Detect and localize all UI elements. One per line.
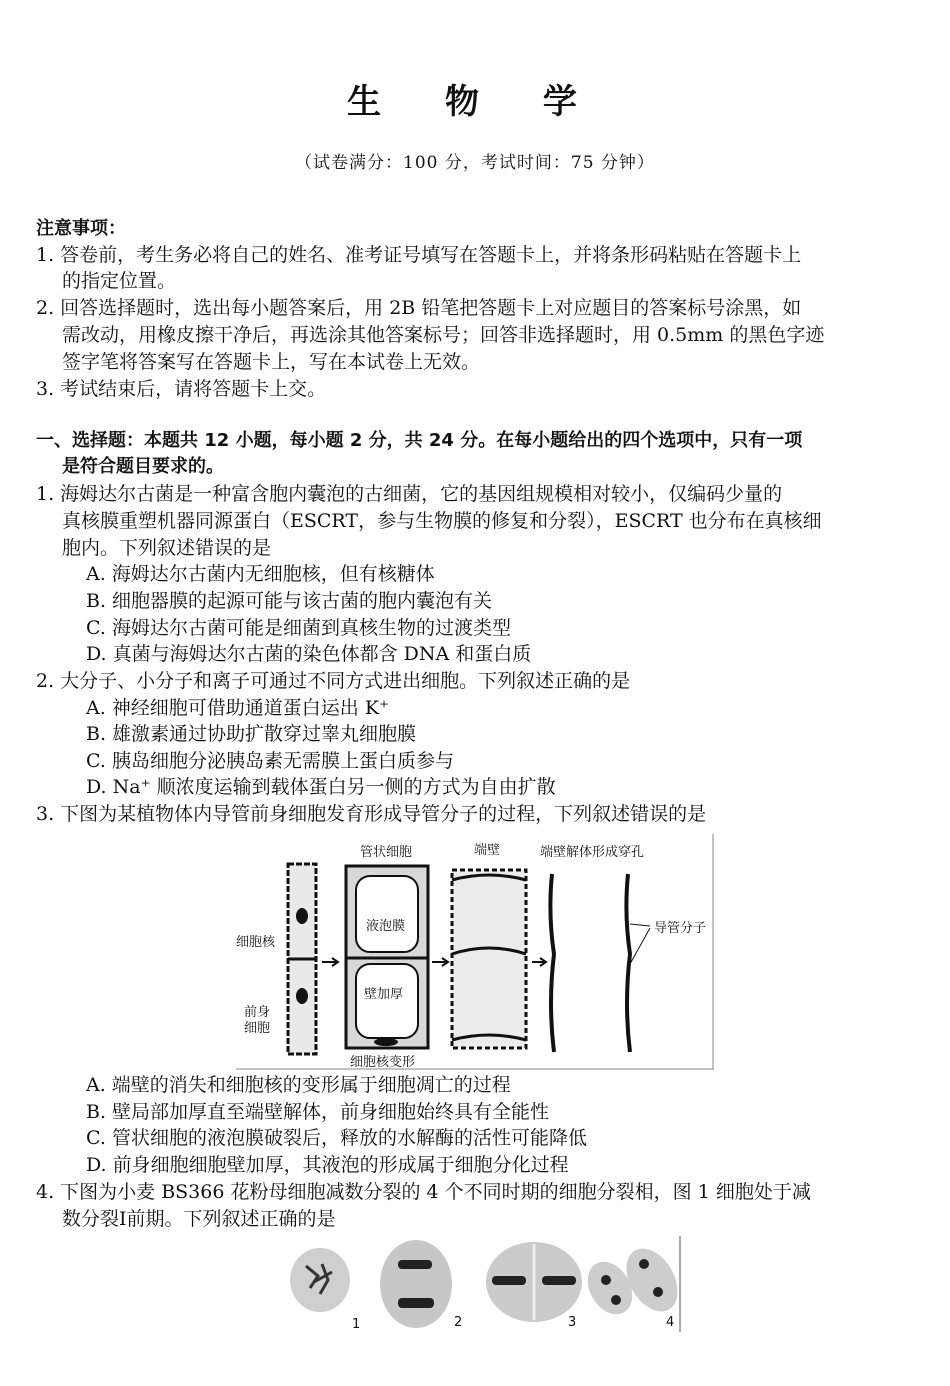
q1-stem: 胞内。下列叙述错误的是 (62, 537, 272, 559)
q2-option-a[interactable]: A. 神经细胞可借助通道蛋白运出 K⁺ (86, 697, 390, 719)
notice-line: 3. 考试结束后，请将答题卡上交。 (36, 378, 327, 400)
q3-option-d[interactable]: D. 前身细胞细胞壁加厚，其液泡的形成属于细胞分化过程 (86, 1154, 569, 1176)
notice-line: 的指定位置。 (62, 270, 177, 292)
cell-image-4 (579, 1240, 682, 1323)
notice-line: 签字笔将答案写在答题卡上，写在本试卷上无效。 (62, 351, 481, 373)
q3-stem: 3. 下图为某植物体内导管前身细胞发育形成导管分子的过程，下列叙述错误的是 (36, 803, 707, 825)
q2-option-d[interactable]: D. Na⁺ 顺浓度运输到载体蛋白另一侧的方式为自由扩散 (86, 776, 556, 798)
q1-stem: 1. 海姆达尔古菌是一种富含胞内囊泡的古细菌，它的基因组规模相对较小，仅编码少量的 (36, 483, 783, 505)
label-end-wall: 端壁 (474, 843, 501, 858)
q3-option-b[interactable]: B. 壁局部加厚直至端壁解体，前身细胞始终具有全能性 (86, 1101, 550, 1123)
q2-option-c[interactable]: C. 胰岛细胞分泌胰岛素无需膜上蛋白质参与 (86, 750, 454, 772)
cell-image-1 (290, 1248, 350, 1312)
tubular-cell-drawing (346, 866, 428, 1048)
figure-number-2: 2 (454, 1315, 463, 1330)
exam-info: （试卷满分：100 分，考试时间：75 分钟） (295, 153, 655, 173)
q1-option-b[interactable]: B. 细胞器膜的起源可能与该古菌的胞内囊泡有关 (86, 590, 493, 612)
label-nucleus: 细胞核 (236, 935, 276, 950)
figure-number-3: 3 (568, 1315, 577, 1330)
label-vessel-element: 导管分子 (654, 921, 707, 936)
q3-option-c[interactable]: C. 管状细胞的液泡膜破裂后，释放的水解酶的活性可能降低 (86, 1127, 587, 1149)
q4-stem: 数分裂Ⅰ前期。下列叙述正确的是 (62, 1208, 336, 1230)
cell-image-2 (380, 1240, 452, 1328)
label-precursor-cont: 细胞 (244, 1021, 271, 1036)
figure-number-1: 1 (352, 1317, 361, 1332)
label-vacuole-membrane: 液泡膜 (366, 919, 406, 934)
q1-option-a[interactable]: A. 海姆达尔古菌内无细胞核，但有核糖体 (86, 563, 435, 585)
notice-line: 2. 回答选择题时，选出每小题答案后，用 2B 铅笔把答题卡上对应题目的答案标号涂黑，如 (36, 297, 802, 319)
cell-image-3 (486, 1242, 582, 1322)
meiosis-micrograph-figure (270, 1236, 682, 1336)
end-wall-cell-drawing (452, 870, 526, 1048)
notice-line: 1. 答卷前，考生务必将自己的姓名、准考证号填写在答题卡上，并将条形码粘贴在答题卡上 (36, 244, 802, 266)
q2-option-b[interactable]: B. 雄激素通过协助扩散穿过睾丸细胞膜 (86, 723, 417, 745)
notice-heading: 注意事项： (36, 218, 126, 239)
label-tubular-cell: 管状细胞 (360, 845, 413, 860)
notice-line: 需改动，用橡皮擦干净后，再选涂其他答案标号；回答非选择题时，用 0.5mm 的黑色字迹 (62, 324, 825, 346)
q2-stem: 2. 大分子、小分子和离子可通过不同方式进出细胞。下列叙述正确的是 (36, 670, 631, 692)
section-heading: 一、选择题：本题共 12 小题，每小题 2 分，共 24 分。在每小题给出的四个选项中，只有一项 (36, 430, 803, 451)
precursor-cell-drawing (288, 864, 316, 1054)
q3-option-a[interactable]: A. 端壁的消失和细胞核的变形属于细胞凋亡的过程 (86, 1074, 511, 1096)
q1-option-c[interactable]: C. 海姆达尔古菌可能是细菌到真核生物的过渡类型 (86, 617, 511, 639)
label-perforation: 端壁解体形成穿孔 (540, 845, 645, 860)
q1-option-d[interactable]: D. 真菌与海姆达尔古菌的染色体都含 DNA 和蛋白质 (86, 643, 532, 665)
section-heading-cont: 是符合题目要求的。 (62, 456, 224, 477)
q1-stem: 真核膜重塑机器同源蛋白（ESCRT，参与生物膜的修复和分裂），ESCRT 也分布在真核细 (62, 510, 822, 532)
figure-number-4: 4 (666, 1315, 675, 1330)
label-wall-thickening: 壁加厚 (364, 987, 404, 1002)
page-title: 生 物 学 (347, 82, 603, 122)
vessel-development-figure (236, 834, 714, 1070)
label-precursor: 前身 (244, 1005, 271, 1020)
label-nucleus-deform: 细胞核变形 (350, 1055, 416, 1070)
q4-stem: 4. 下图为小麦 BS366 花粉母细胞减数分裂的 4 个不同时期的细胞分裂相，图 1 细胞处于减 (36, 1181, 811, 1203)
